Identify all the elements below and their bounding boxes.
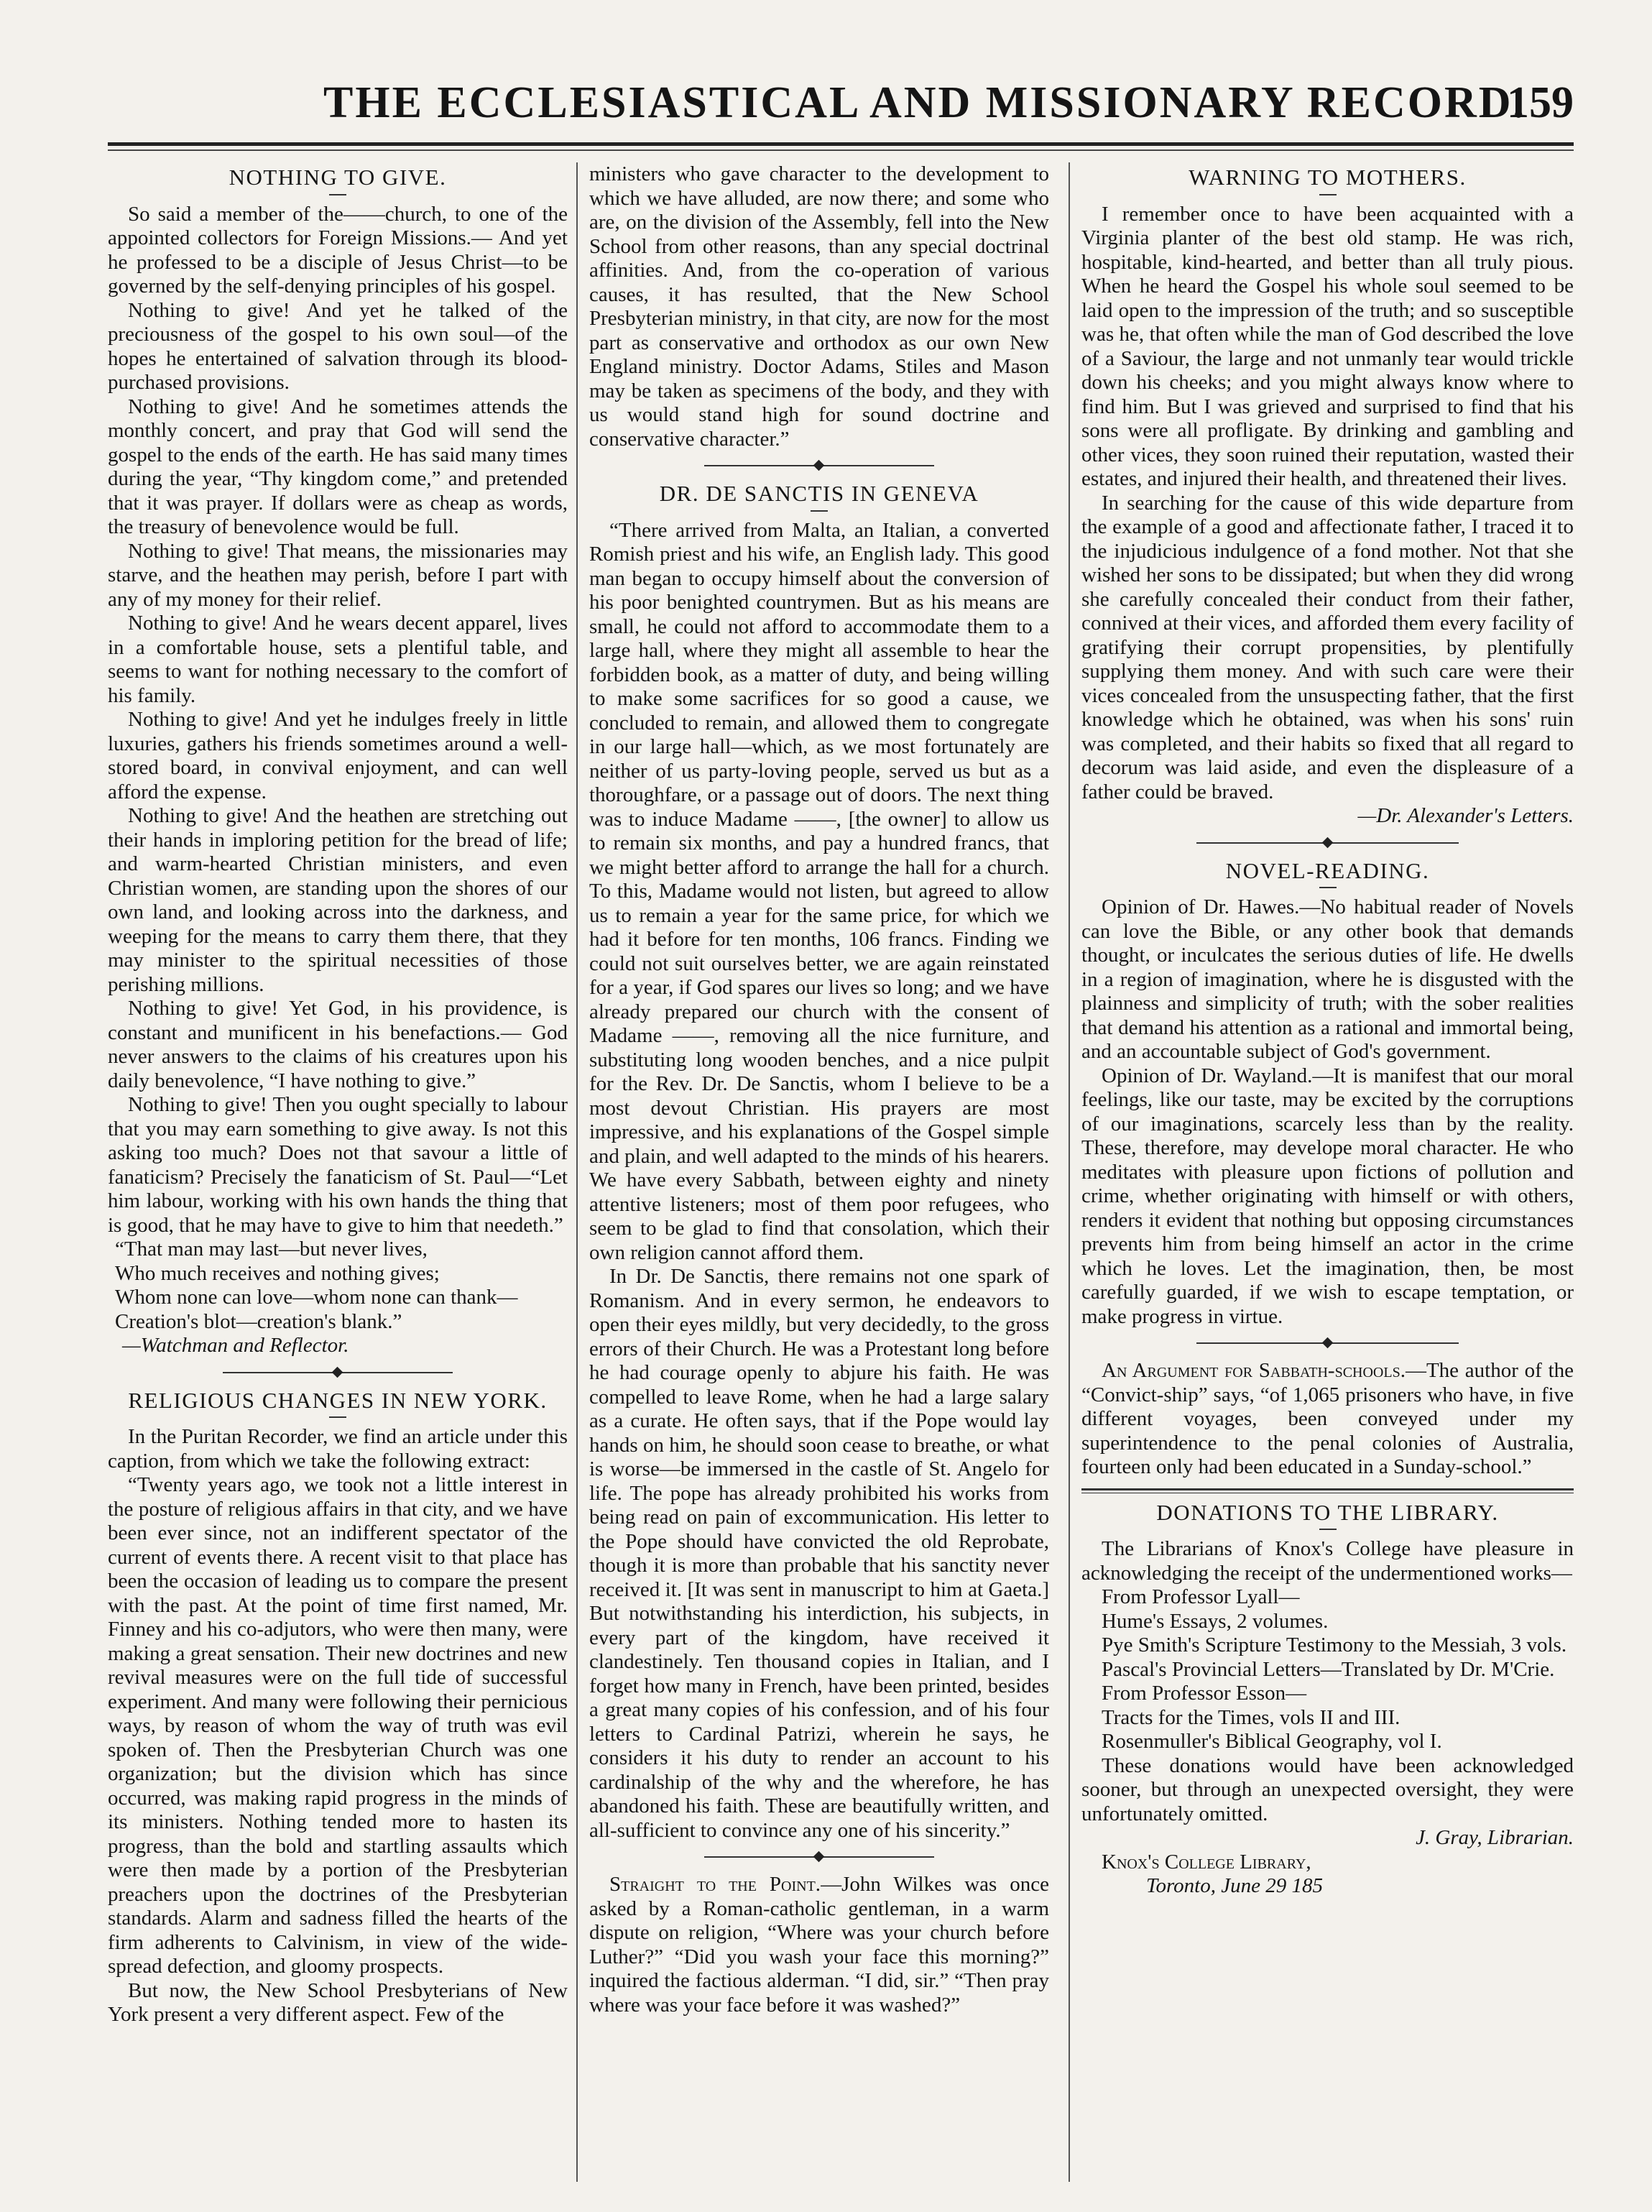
article-paragraph: ministers who gave character to the development to which we have alluded, are now there; and some who are, on the division of the Assembly, fell into the New School from other reasons, than any special doctrinal affinities. And, from the co-operation of various causes, it has resulted, that the New School Presbyterian ministry, in that city, are now for the most part as conservative and orthodox as our own New England ministry. Doctor Adams, Stiles and Mason may be taken as specimens of the body, and they with us would stand high for sound doctrine and conservative character.”: [589, 162, 1049, 451]
column-divider: [1069, 162, 1070, 2182]
heading-dash: [1319, 1529, 1337, 1530]
poem-line: “That man may last—but never lives,: [115, 1238, 428, 1261]
article-heading: DR. DE SANCTIS IN GENEVA: [659, 481, 979, 506]
article-paragraph: [589, 1873, 1049, 2017]
article-paragraph: “There arrived from Malta, an Italian, a converted Romish priest and his wife, an English lady. This good man began to occupy himself about the conversion of his poor benighted countrymen. But as his means are small, he could not afford to accommodate them to a large hall, where they might all assemble to hear the forbidden book, as a matter of duty, and being willing to make some sacrifices for so good a cause, we concluded to remain, and allowed them to congregate in our large hall—which, as we most fortunately are neither of us party-loving people, served us but as a thoroughfare, or a passage out of doors. The next thing was to induce Madame ——, [the owner] to allow us to remain six months, and pay a hundred francs, that we might better afford to arrange the hall for a church. To this, Madame would not listen, but agreed to allow us to remain a year for the same price, for which we had it before for ten months, 106 francs. Finding we could not suit ourselves better, we are again reinstated for a year, if God spares our lives so long; and we have already prepared our church with the consent of Madame ——, removing all the nice furniture, and substituting long wooden benches, and a nice pulpit for the Rev. Dr. De Sanctis, whom I believe to be a most devout Christian. His prayers are most impressive, and his explanations of the Gospel simple and plain, and well adapted to the minds of his hearers. We have every Sabbath, between eighty and ninety attentive listeners; most of them poor refugees, who seem to be glad to find that consolation, which their own religion cannot afford them.: [589, 518, 1049, 1264]
source-attribution: —Dr. Alexander's Letters.: [1357, 804, 1574, 827]
article-paragraph: I remember once to have been acquainted with a Virginia planter of the best old stamp. He was rich, hospitable, kind-hearted, and better than all truly pious. When he heard the Gospel his whole soul seemed to be laid open to the impression of the truth; and so susceptible was he, that often while the man of God described the love of a Saviour, the large and not unmanly tear would trickle down his cheeks; and you might always know where to find him. But I was grieved and surprised to find that his sons were all profligate. By drinking and gambling and other vices, they soon ruined their reputation, wasted their estates, and injured their health, and threatened their lives.: [1081, 202, 1574, 490]
poem-line: Creation's blot—creation's blank.”: [115, 1309, 402, 1333]
signature-line: Knox's College Library,: [1102, 1850, 1311, 1874]
article-paragraph: So said a member of the——church, to one of the appointed collectors for Foreign Missions.— And yet he professed to be a disciple of Jesus Christ—to be governed by the self-denying principles of his gospel.: [108, 202, 568, 298]
article-paragraph: In the Puritan Recorder, we find an article under this caption, from which we take the following extract:: [108, 1425, 568, 1473]
poem-line: Who much receives and nothing gives;: [115, 1261, 440, 1285]
article-paragraph: But now, the New School Presbyterians of New York present a very different aspect. Few of the: [108, 1978, 568, 2026]
paragraph-text: —The author of the “Convict-ship” says, “of 1,065 prisoners who have, in five different voyages, been conveyed under my superintendence to the penal colonies of Australia, fourteen only had been educated in a Sunday-school.”: [1081, 1359, 1574, 1478]
column-2: [589, 162, 1049, 2182]
paragraph-text: —John Wilkes was once asked by a Roman-catholic gentleman, in a warm dispute on religion, “Where was your church before Luther?” “Did you wash your face this morning?” inquired the factious alderman. “I did, sir.” “Then pray where was your face before it was washed?”: [589, 1873, 1049, 2017]
heading-dash: [329, 194, 346, 195]
double-rule: [1081, 1488, 1574, 1493]
donation-item: Pascal's Provincial Letters—Translated by Dr. M'Crie.: [1102, 1657, 1555, 1681]
section-ornament: [589, 458, 1049, 473]
section-ornament: [108, 1365, 568, 1380]
header-rule: [108, 142, 1574, 146]
heading-dash: [1319, 194, 1337, 195]
donation-item: Hume's Essays, 2 volumes.: [1102, 1609, 1329, 1633]
article-paragraph: [1081, 1359, 1574, 1480]
article-paragraph: In searching for the cause of this wide departure from the example of a good and affectionate father, I traced it to the injudicious indulgence of a fond mother. Not that she wished her sons to be dissipated; but when they did wrong she carefully concealed their conduct from their father, connived at their vices, and afforded them every facility of gratifying their corrupt propensities, by plentifully supplying them money. And with such care were their vices concealed from the unsuspecting father, that the first knowledge which he obtained, was when his sons' ruin was completed, and their habits so fixed that all regard to decorum was laid aside, and even the displeasure of a father could be braved.: [1081, 491, 1574, 803]
article-paragraph: Nothing to give! And yet he indulges freely in little luxuries, gathers his friends sometimes around a well-stored board, in convival enjoyment, and can well afford the expense.: [108, 708, 568, 803]
section-ornament: [589, 1850, 1049, 1864]
article-paragraph: In Dr. De Sanctis, there remains not one spark of Romanism. And in every sermon, he endeavors to open their eyes mildly, but very decidedly, to the gross errors of their Church. He was a Protestant long before he had courage openly to abjure his faith. He was compelled to leave Rome, when he had a large salary as a curate. He often says, that if the Pope would lay hands on him, he should soon cease to breathe, or what is worse—be immersed in the castle of St. Angelo for life. The pope has already prohibited his works from being read on pain of excommunication. His letter to the Pope should have convicted the old Reprobate, though it is more than probable that his sanctity never received it. [It was sent in manuscript to him at Gaeta.] But notwithstanding his interdiction, his subjects, in every part of the kingdom, have received it clandestinely. Ten thousand copies in Italian, and I forget how many in French, have been printed, besides a great many copies of his confession, and of his four letters to Cardinal Patrizi, wherein he says, he considers it his duty to render an account to his cardinalship of the why and the wherefore, he has abandoned his faith. These are beautifully written, and all-sufficient to convince any one of his sincerity.”: [589, 1265, 1049, 1842]
section-ornament: [1081, 836, 1574, 850]
article-paragraph: Nothing to give! And he sometimes attends the monthly concert, and pray that God will send the gospel to the ends of the earth. He has said many times during the year, “Thy kingdom come,” and pretended that it was prayer. If dollars were as cheap as words, the treasury of benevolence would be full.: [108, 395, 568, 538]
article-paragraph: Nothing to give! And he wears decent apparel, lives in a comfortable house, sets a plentiful table, and seems to want for nothing necessary to the comfort of his family.: [108, 612, 568, 707]
article-heading: RELIGIOUS CHANGES IN NEW YORK.: [128, 1387, 548, 1413]
heading-dash: [1319, 887, 1337, 888]
lead-in: Straight to the Point.: [609, 1873, 821, 1896]
publication-title: THE ECCLESIASTICAL AND MISSIONARY RECORD.: [323, 78, 1527, 127]
lead-in: An Argument for Sabbath-schools.: [1102, 1359, 1406, 1382]
article-paragraph: Nothing to give! And yet he talked of the preciousness of the gospel to his own soul—of the hopes he entertained of salvation through its blood-purchased provisions.: [108, 298, 568, 394]
column-3: [1081, 162, 1574, 2182]
page-number: 159: [1507, 78, 1574, 127]
donation-item: Rosenmuller's Biblical Geography, vol I.: [1102, 1730, 1442, 1753]
signature-date: Toronto, June 29 185: [1146, 1874, 1323, 1897]
article-paragraph: “Twenty years ago, we took not a little interest in the posture of religious affairs in that city, and we have been ever since, not an indifferent spectator of the current of events there. A recent visit to that place has been the occasion of leading us to compare the present with the past. At the point of time first named, Mr. Finney and his co-adjutors, who were then many, were making a great sensation. Their new doctrines and new revival measures were on the full tide of successful experiment. And many were following their pernicious ways, by reason of whom the way of truth was evil spoken of. Then the Presbyterian Church was one organization; but the division which has since occurred, was making rapid progress in the minds of its ministers. Nothing tended more to hasten its progress, than the bold and startling assaults which were then made by a portion of the Presbyterian preachers upon the doctrines of the Presbyterian standards. Alarm and sadness filled the hearts of the firm adherents to Calvinism, in view of the wide-spread defection, and gloomy prospects.: [108, 1473, 568, 1978]
article-paragraph: Nothing to give! And the heathen are stretching out their hands in imploring petition for the bread of life; and warm-hearted Christian ministers, and even Christian women, are standing upon the shores of our own land, and looking across into the darkness, and weeping for the means to carry them there, that they may minister to the spiritual necessities of those perishing millions.: [108, 804, 568, 996]
librarian-signature: J. Gray, Librarian.: [1416, 1826, 1574, 1849]
article-paragraph: Opinion of Dr. Hawes.—No habitual reader of Novels can love the Bible, or any other book that demands thought, or inculcates the serious duties of life. He dwells in a region of imagination, where he is disgusted with the plainness and simplicity of truth; with the sober realities that demand his attention as a rational and immortal being, and an accountable subject of God's government.: [1081, 895, 1574, 1063]
article-heading: WARNING TO MOTHERS.: [1189, 165, 1467, 190]
section-ornament: [1081, 1336, 1574, 1350]
heading-dash: [329, 1416, 346, 1418]
poem-line: Whom none can love—whom none can thank—: [115, 1286, 518, 1309]
heading-dash: [811, 510, 828, 512]
donation-item: Pye Smith's Scripture Testimony to the Messiah, 3 vols.: [1102, 1633, 1567, 1656]
column-divider: [576, 162, 578, 2182]
header-rule-thin: [108, 149, 1574, 151]
article-paragraph: Nothing to give! Yet God, in his providence, is constant and munificent in his benefactions.— God never answers to the claims of his creatures upon his daily benevolence, “I have nothing to give.”: [108, 997, 568, 1092]
article-paragraph: These donations would have been acknowledged sooner, but through an unexpected oversight, they were unfortunately omitted.: [1081, 1754, 1574, 1825]
donation-item: Tracts for the Times, vols II and III.: [1102, 1705, 1400, 1729]
masthead: [108, 78, 1574, 142]
column-1: [108, 162, 568, 2182]
source-attribution: —Watchman and Reflector.: [122, 1334, 349, 1357]
donation-item: From Professor Esson—: [1102, 1682, 1307, 1705]
article-heading: NOTHING TO GIVE.: [229, 165, 447, 190]
article-paragraph: The Librarians of Knox's College have pleasure in acknowledging the receipt of the undermentioned works—: [1081, 1537, 1574, 1585]
article-heading: NOVEL-READING.: [1225, 857, 1430, 883]
article-paragraph: Opinion of Dr. Wayland.—It is manifest that our moral feelings, like our taste, may be excited by the corruptions of our imaginations, scarcely less than by the reality. These, therefore, may develope moral character. He who meditates with pleasure upon fictions of pollution and crime, whether originating with himself or with others, renders it evident that nothing but opposing circumstances prevents him from being himself an actor in the crime which he loves. Let the imagination, then, be most carefully guarded, if we wish to escape temptation, or make progress in virtue.: [1081, 1064, 1574, 1328]
article-paragraph: Nothing to give! Then you ought specially to labour that you may earn something to give away. Is not this asking too much? Does not that savour a little of fanaticism? Precisely the fanaticism of St. Paul—“Let him labour, working with his own hands the thing that is good, that he may have to give to him that needeth.”: [108, 1093, 568, 1237]
donation-item: From Professor Lyall—: [1102, 1585, 1300, 1608]
article-heading: DONATIONS TO THE LIBRARY.: [1156, 1499, 1499, 1525]
article-paragraph: Nothing to give! That means, the missionaries may starve, and the heathen may perish, before I part with any of my money for their relief.: [108, 539, 568, 611]
